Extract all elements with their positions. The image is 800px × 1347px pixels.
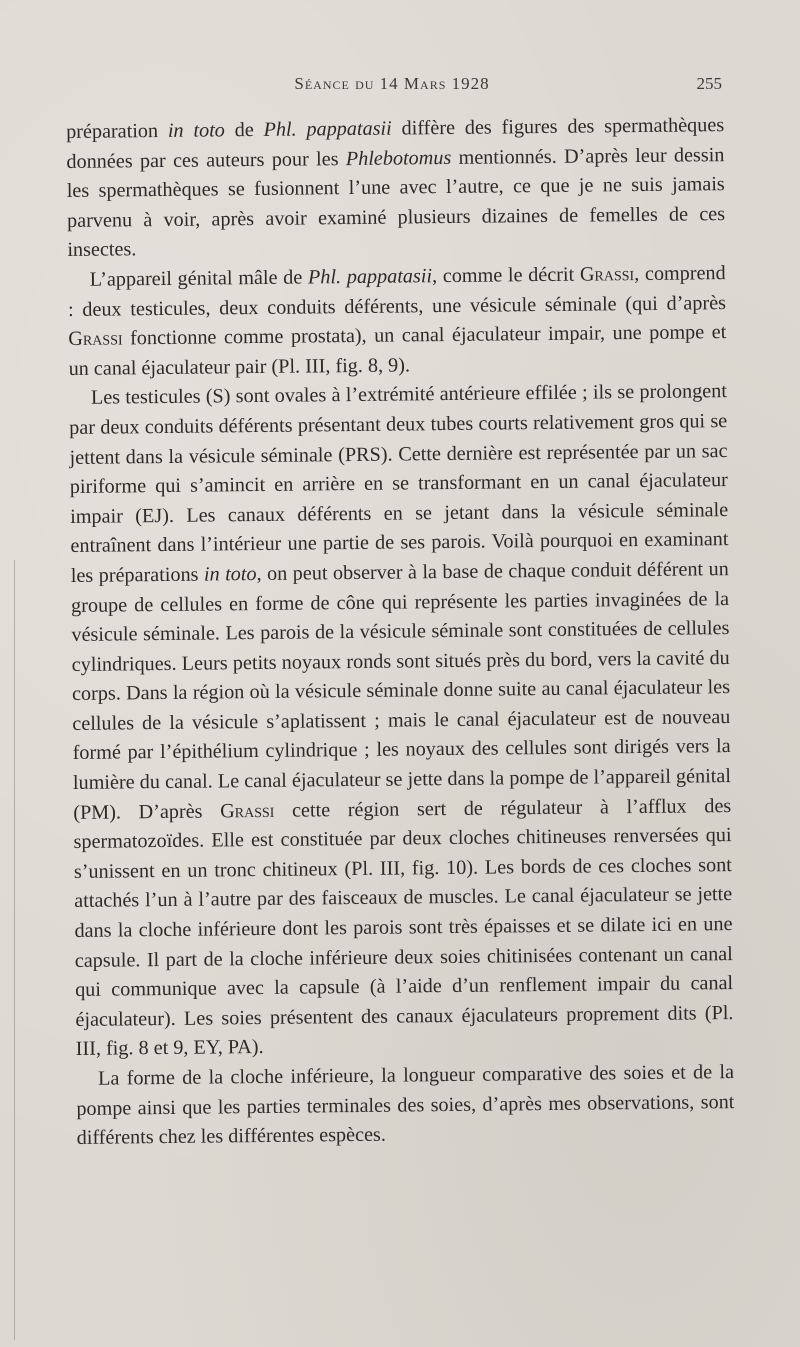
paragraph-4: La forme de la cloche inférieure, la longueur comparative des soies et de la pompe ainsi que les parties terminales des soies, d’après mes observations, sont différents chez les différentes espèces. bbox=[76, 1061, 735, 1150]
text-run: cette région sert de régulateur à l’afflux des spermatozoïdes. Elle est constituée par deux cloches chitineuses renversées qui s’unissent en un tronc chitineux (Pl. III, fig. 10). Les bords de ces cloches sont attachés l’un à l’autre par des faisceaux de muscles. Le canal éjaculateur se jette dans la cloche inférieure dont les parois sont très épaisses et se dilate ici en une capsule. Il part de la cloche inférieure deux soies chitinisées contenant un canal qui communique avec la capsule (à l’aide d’un renflement impair du canal éjaculateur). Les soies présentent des canaux éjaculateurs proprement dits (Pl. III, fig. 8 et 9, EY, PA). bbox=[73, 794, 734, 1061]
text-run: , comprend : deux testicules, deux conduits déférents, une vésicule séminale (qui d’après bbox=[67, 262, 727, 321]
text-run: diffère des figures des spermathèques données par ces auteurs pour les bbox=[66, 114, 725, 173]
paragraph-2 bbox=[68, 259, 727, 384]
page-edge-shadow bbox=[14, 560, 15, 1340]
author-name: Grassi bbox=[68, 327, 123, 351]
genus-name: Phlebotomus bbox=[345, 146, 452, 170]
italic-run: in toto bbox=[203, 562, 257, 586]
page-header bbox=[62, 74, 722, 104]
text-run: L’appareil génital mâle de bbox=[89, 266, 309, 291]
author-name: Grassi bbox=[220, 799, 275, 823]
text-run: , on peut observer à la base de chaque conduit déférent un groupe de cellules en forme de cône qui représente les parties invaginées de la vésicule séminale. Les parois de la vésicule séminale sont constituées de cellules cylindriques. Leurs petits noyaux ronds sont situés près du bord, vers la cavité du corps. Dans la région où la vésicule séminale donne suite au canal éjaculateur les cellules de la vésicule s’aplatissent ; mais le canal éjaculateur est de nouveau formé par l’épithélium cylindrique ; les noyaux des cellules sont dirigés vers la lumière du canal. Le canal éjaculateur se jette dans la pompe de l’appareil génital (PM). D’après bbox=[70, 557, 732, 824]
running-head: Séance du 14 Mars 1928 bbox=[294, 74, 490, 93]
species-name: Phl. pappatasii bbox=[307, 265, 433, 289]
text-run: préparation bbox=[66, 119, 169, 143]
text-run: Les testicules (S) sont ovales à l’extrémité antérieure effilée ; ils se prolongent par deux conduits déférents présentant deux tubes courts relativement gros qui se jettent dans la vésicule séminale (PRS). Cette dernière est représentée par un sac piriforme qui s’amincit en arrière en se transformant en un canal éjaculateur impair (EJ). Les canaux déférents en se jetant dans la vésicule séminale entraînent dans l’intérieur une partie de ses parois. Voilà pourquoi en examinant les préparations bbox=[69, 380, 729, 587]
page-number: 255 bbox=[696, 74, 722, 93]
italic-run: in toto bbox=[167, 119, 225, 142]
text-run: , comme le décrit bbox=[431, 263, 581, 288]
text-run: mentionnés. D’après leur dessin les spermathèques se fusionnent l’une avec l’autre, ce que je ne suis jamais parvenu à voir, après avoir examiné plusieurs dizaines de femelles de ces insectes. bbox=[66, 143, 726, 262]
paragraph-1 bbox=[66, 111, 726, 266]
text-run: fonctionne comme prostata), un canal éjaculateur impair, une pompe et un canal éjaculateur pair (Pl. III, fig. 8, 9). bbox=[68, 321, 727, 380]
body-text bbox=[66, 111, 735, 1154]
species-name: Phl. pappatasii bbox=[263, 117, 392, 141]
paragraph-3 bbox=[69, 377, 734, 1065]
author-name: Grassi bbox=[579, 263, 635, 286]
text-run: de bbox=[224, 118, 264, 142]
